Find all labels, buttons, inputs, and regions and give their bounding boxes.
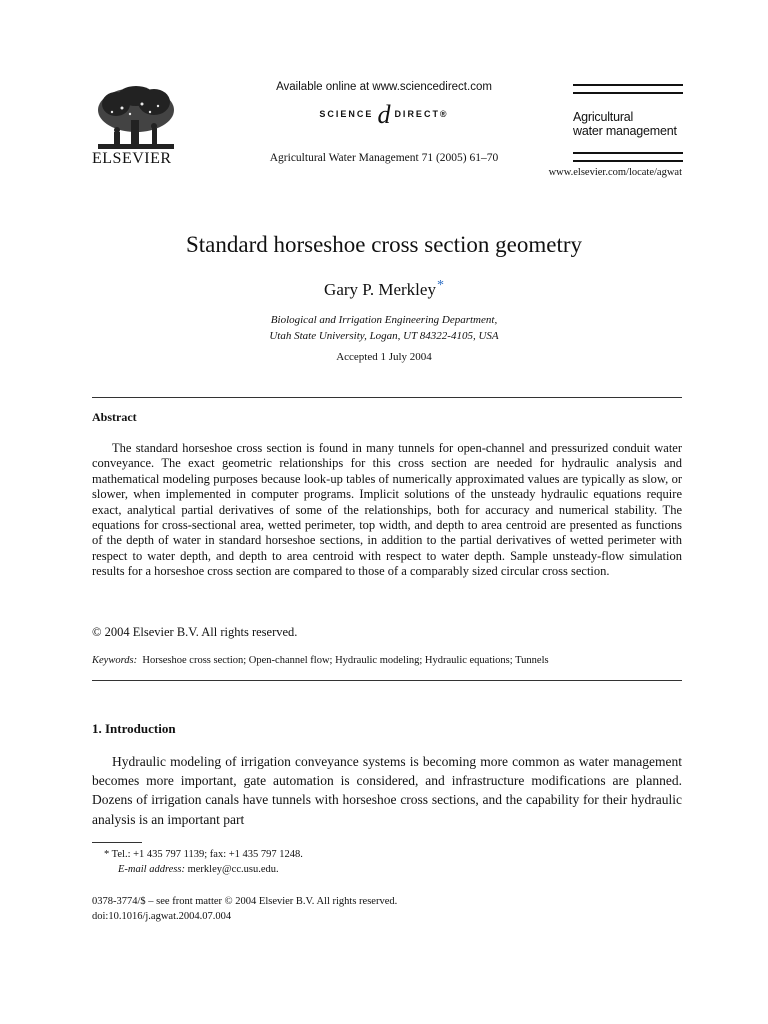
journal-title-line1: Agricultural xyxy=(573,110,634,124)
journal-rule-top-1 xyxy=(573,84,683,86)
journal-title xyxy=(573,110,677,138)
footnote-rule xyxy=(92,842,142,843)
affiliation xyxy=(0,312,768,344)
accepted-date: Accepted 1 July 2004 xyxy=(336,351,432,363)
footnote-email xyxy=(118,864,279,875)
keywords-label: Keywords: xyxy=(92,655,138,666)
available-online-text: Available online at www.sciencedirect.com xyxy=(276,81,492,93)
sciencedirect-left: SCIENCE xyxy=(319,109,374,119)
issn-line: 0378-3774/$ – see front matter © 2004 Elsevier B.V. All rights reserved. xyxy=(92,896,398,907)
doi-line[interactable]: doi:10.1016/j.agwat.2004.07.004 xyxy=(92,911,232,922)
journal-citation: Agricultural Water Management 71 (2005) 61–70 xyxy=(269,152,499,164)
journal-rule-top-2 xyxy=(573,92,683,94)
introduction-text: Hydraulic modeling of irrigation conveyance systems is becoming more common as water management becomes more important, gate automation is considered, and infrastructure modifications are planned. Dozens of irrigation canals have tunnels with horseshoe cross sections, and the capability for their hydraulic analysis is an important part xyxy=(92,754,682,827)
affiliation-line2: Utah State University, Logan, UT 84322-4105, USA xyxy=(269,330,499,342)
abstract-copyright: © 2004 Elsevier B.V. All rights reserved. xyxy=(92,625,298,639)
author-footnote-mark[interactable]: * xyxy=(436,278,444,293)
journal-title-line2: water management xyxy=(573,124,677,138)
section-heading-introduction: 1. Introduction xyxy=(92,721,176,736)
email-address[interactable]: merkley@cc.usu.edu. xyxy=(187,864,279,875)
publisher-name: ELSEVIER xyxy=(92,150,172,167)
journal-url[interactable]: www.elsevier.com/locate/agwat xyxy=(548,167,682,178)
keywords-list: Horseshoe cross section; Open-channel flow; Hydraulic modeling; Hydraulic equations; Tunnels xyxy=(142,655,549,666)
sciencedirect-right: DIRECT® xyxy=(394,109,449,119)
footnote-contact: * Tel.: +1 435 797 1139; fax: +1 435 797 1248. xyxy=(104,849,303,860)
abstract-rule-bottom xyxy=(92,680,682,681)
abstract-heading: Abstract xyxy=(92,410,137,424)
journal-rule-bottom-1 xyxy=(573,152,683,154)
article-title: Standard horseshoe cross section geometry xyxy=(185,232,582,257)
abstract-text: The standard horseshoe cross section is found in many tunnels for open-channel and pressurized conduit water conveyance. The exact geometric relationships for this cross section are needed for hydraulic analysis and mathematical modeling purposes because look-up tables of numerically approximated values are typically as slow, or slower, when implemented in computer programs. Implicit solutions of the unsteady hydraulic equations require exact, analytical partial derivatives of some of the relationships, both for accuracy and numerical stability. The equations for cross-sectional area, wetted perimeter, top width, and depth to area centroid are presented as functions of the depth of water in standard horseshoe sections, in addition to the partial derivatives of wetted perimeter with respect to water depth, and depth to area centroid with respect to water depth. Sample unsteady-flow simulation results for a horseshoe cross section are compared to those of a comparably sized circular cross section. xyxy=(92,441,682,579)
affiliation-line1: Biological and Irrigation Engineering Department, xyxy=(270,314,498,326)
author-name: Gary P. Merkley xyxy=(324,280,436,299)
email-label: E-mail address: xyxy=(118,864,185,875)
keywords xyxy=(92,655,549,666)
sciencedirect-symbol: d xyxy=(377,100,391,129)
abstract-rule-top xyxy=(92,397,682,398)
author-line xyxy=(0,278,768,300)
journal-rule-bottom-2 xyxy=(573,160,683,162)
